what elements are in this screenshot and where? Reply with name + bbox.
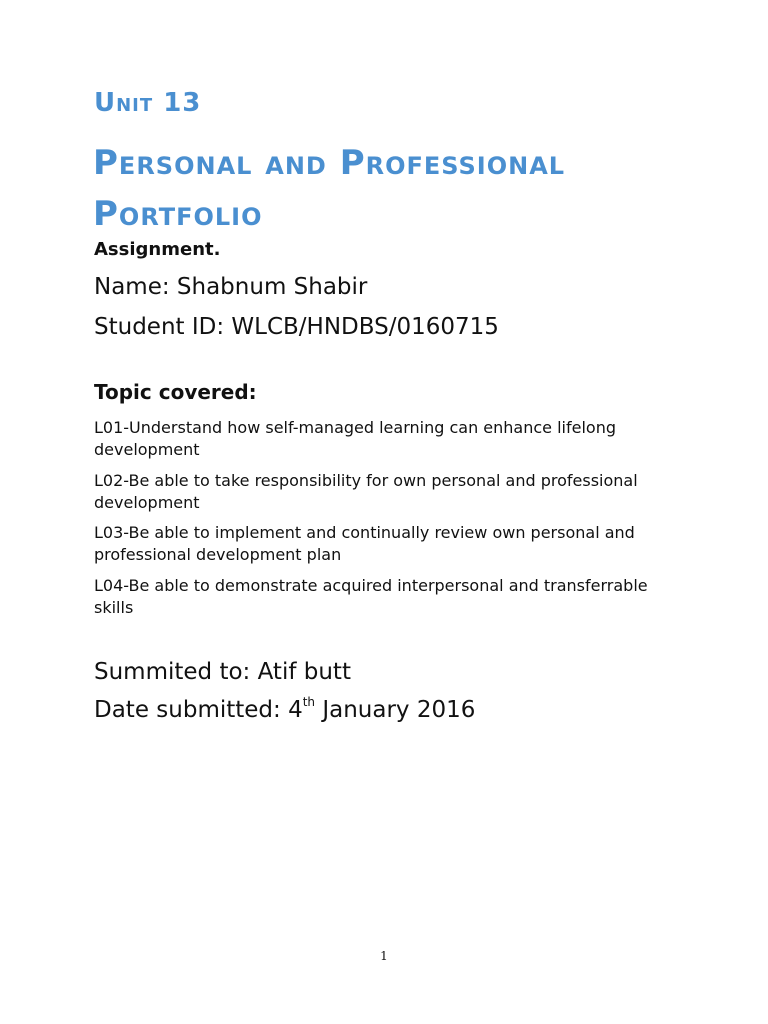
unit-heading: Unit 13 [94,88,202,118]
topic-covered-heading: Topic covered: [94,380,257,404]
document-title: Personal and Professional Portfolio [93,143,566,234]
learning-outcome-3: L03-Be able to implement and continually review own personal and professional development plan [94,523,635,564]
learning-outcome-4: L04-Be able to demonstrate acquired interpersonal and transferrable skills [94,576,648,617]
page-number: 1 [380,949,388,963]
student-id: Student ID: WLCB/HNDBS/0160715 [94,314,499,340]
learning-outcome-2: L02-Be able to take responsibility for own personal and professional development [94,471,638,512]
date-prefix: Date submitted: 4 [94,697,303,723]
learning-outcome-1: L01-Understand how self-managed learning can enhance lifelong development [94,418,616,459]
date-ordinal-suffix: th [302,695,316,709]
submitted-to: Summited to: Atif butt [94,659,351,685]
date-rest: January 2016 [315,697,476,723]
date-submitted [94,694,475,726]
assignment-label: Assignment. [94,239,221,260]
student-name: Name: Shabnum Shabir [94,274,368,300]
